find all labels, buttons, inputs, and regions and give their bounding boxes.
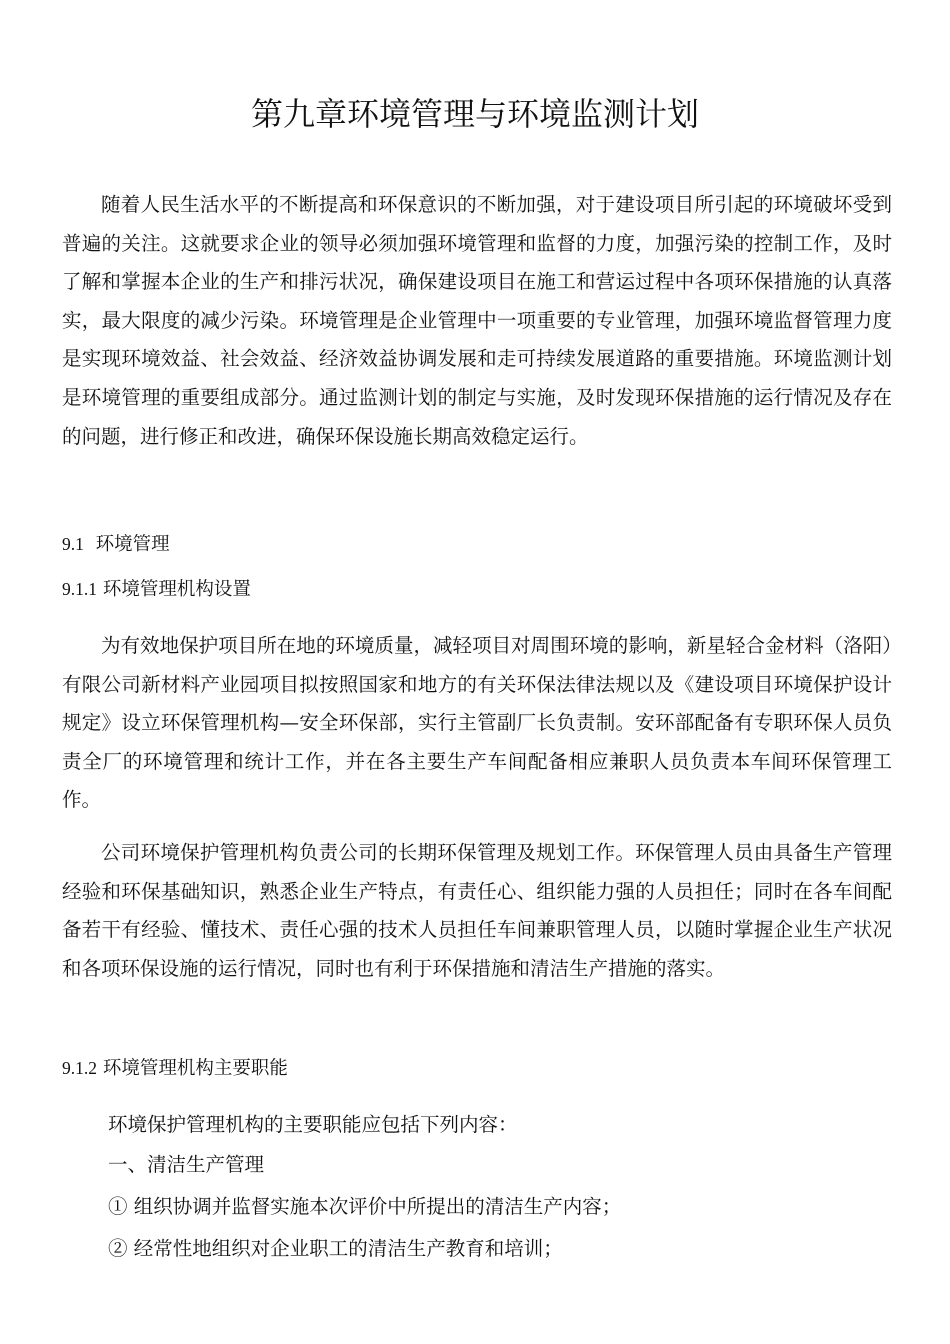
paragraph-organization-setup: 为有效地保护项目所在地的环境质量，减轻项目对周围环境的影响，新星轻合金材料（洛阳）有限公司新材料产业园项目拟按照国家和地方的有关环保法律法规以及《建设项目环境保护设计规定》设立环保管理机构—安全环保部，实行主管副厂长负责制。安环部配备有专职环保人员负责全厂的环境管理和统计工作，并在各主要生产车间配备相应兼职人员负责本车间环保管理工作。: [62, 634, 892, 812]
intro-paragraph: 随着人民生活水平的不断提高和环保意识的不断加强，对于建设项目所引起的环境破坏受到普遍的关注。这就要求企业的领导必须加强环境管理和监督的力度，加强污染的控制工作，及时了解和掌握本企业的生产和排污状况，确保建设项目在施工和营运过程中各项环保措施的认真落实，最大限度的减少污染。环境管理是企业管理中一项重要的专业管理，加强环境监督管理力度是实现环境效益、社会效益、经济效益协调发展和走可持续发展道路的重要措施。环境监测计划是环境管理的重要组成部分。通过监测计划的制定与实施，及时发现环保措施的运行情况及存在的问题，进行修正和改进，确保环保设施长期高效稳定运行。: [62, 193, 892, 448]
section-number: 9.1.1: [62, 579, 97, 599]
list-item: ① 组织协调并监督实施本次评价中所提出的清洁生产内容；: [108, 1195, 622, 1218]
section-heading-9-1: [62, 531, 170, 558]
functions-lead-in: 环境保护管理机构的主要职能应包括下列内容：: [108, 1113, 518, 1136]
section-title: 环境管理: [95, 534, 170, 555]
section-number: 9.1: [62, 534, 84, 554]
section-heading-9-1-1: [62, 576, 251, 603]
paragraph-organization-responsibility: 公司环境保护管理机构负责公司的长期环保管理及规划工作。环保管理人员由具备生产管理经验和环保基础知识，熟悉企业生产特点，有责任心、组织能力强的人员担任；同时在各车间配备若干有经验、懂技术、责任心强的技术人员担任车间兼职管理人员，以随时掌握企业生产状况和各项环保设施的运行情况，同时也有利于环保措施和清洁生产措施的落实。: [62, 841, 892, 980]
section-title: 环境管理机构主要职能: [102, 1058, 288, 1079]
section-title: 环境管理机构设置: [102, 579, 251, 600]
list-item: ② 经常性地组织对企业职工的清洁生产教育和培训；: [108, 1237, 563, 1260]
section-number: 9.1.2: [62, 1058, 97, 1078]
section-heading-9-1-2: [62, 1055, 288, 1082]
subheading-clean-production: 一、清洁生产管理: [108, 1153, 265, 1176]
chapter-title: 第九章环境管理与环境监测计划: [250, 95, 699, 133]
